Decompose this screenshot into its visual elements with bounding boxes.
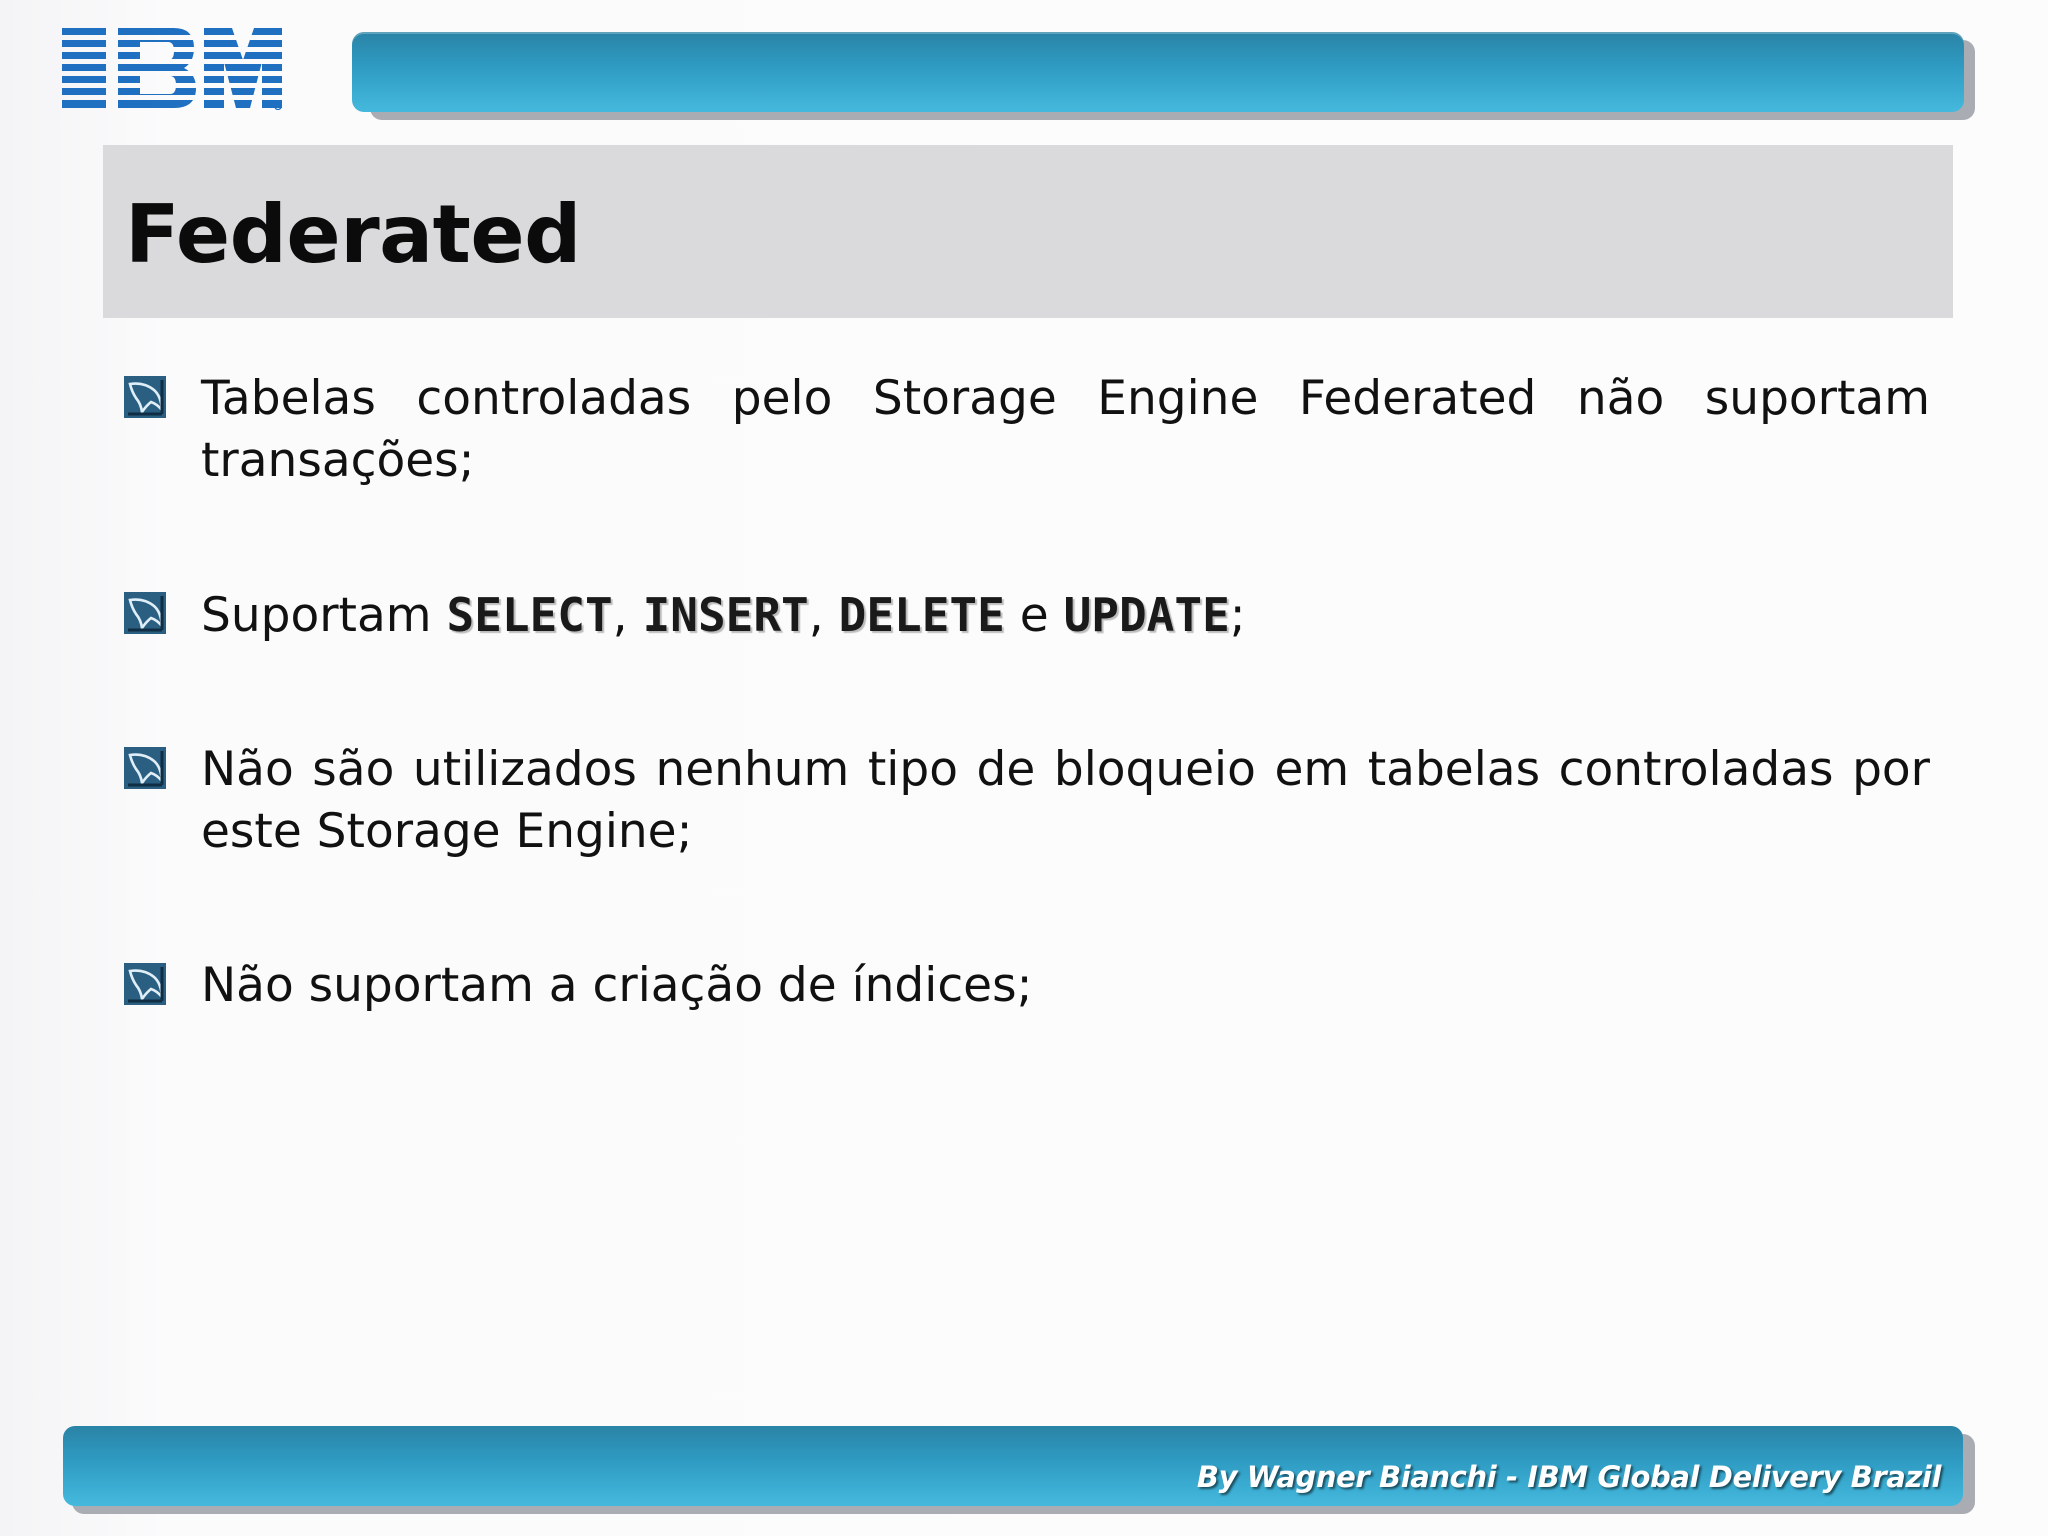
mysql-dolphin-icon [124,592,166,634]
slide-title: Federated [125,188,581,281]
title-panel [103,145,1953,318]
bullet-item [120,955,1930,1017]
bullet-suffix: ; [1229,588,1246,643]
keyword-update: UPDATE [1063,588,1230,642]
bullet-item [120,368,1930,492]
header-banner [352,32,1964,112]
separator: e [1004,588,1064,643]
ibm-logo [62,28,284,110]
bullet-item [120,584,1930,647]
separator: , [612,588,643,643]
footer-banner [63,1426,1963,1506]
mysql-dolphin-icon [124,376,166,418]
bullet-text: Não suportam a criação de índices; [201,958,1033,1013]
mysql-dolphin-icon [124,747,166,789]
keyword-insert: INSERT [642,588,809,642]
separator: , [808,588,839,643]
bullet-item [120,739,1930,863]
footer-credit: By Wagner Bianchi - IBM Global Delivery Brazil [1196,1460,1941,1494]
mysql-dolphin-icon [124,963,166,1005]
bullet-list [120,368,1930,1109]
keyword-delete: DELETE [838,588,1005,642]
bullet-text: Não são utilizados nenhum tipo de bloqueio em tabelas controladas por este Storage Engine; [201,742,1930,859]
bullet-text: Tabelas controladas pelo Storage Engine Federated não suportam transações; [201,371,1930,488]
bullet-prefix: Suportam [201,588,447,643]
keyword-select: SELECT [446,588,613,642]
